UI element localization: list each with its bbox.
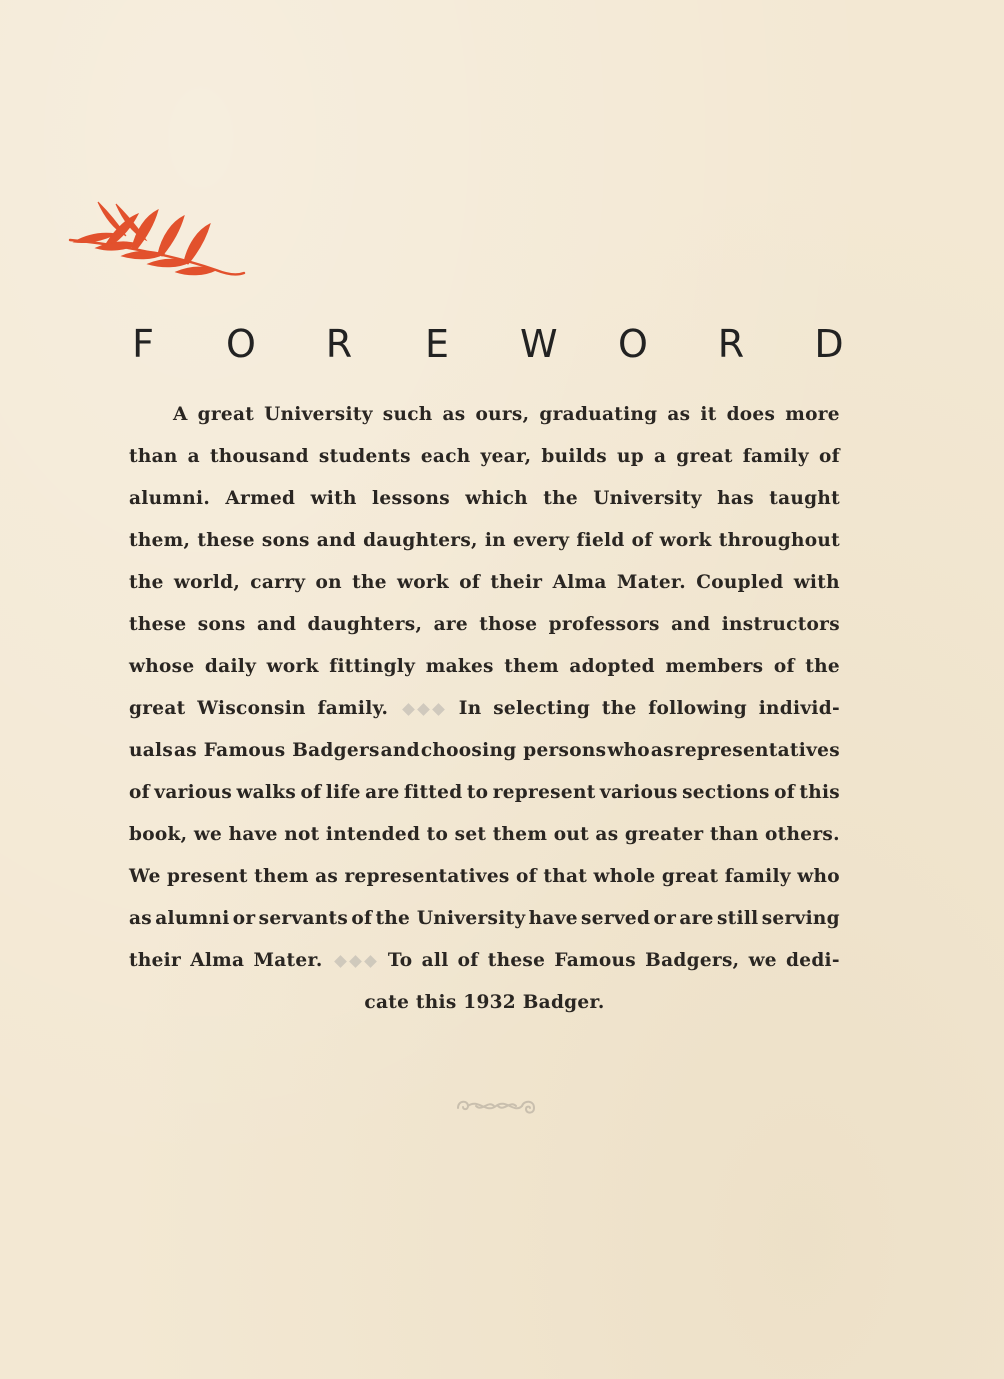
title-letter: O: [618, 322, 648, 366]
word: as: [442, 404, 466, 425]
word: sons: [197, 614, 246, 635]
page-title: [128, 322, 844, 366]
text-line: [129, 520, 840, 562]
title-letter: R: [325, 322, 353, 366]
word: year,: [480, 446, 532, 467]
word: as Famous Badgers: [174, 740, 380, 761]
word: have: [528, 908, 578, 929]
word: the: [543, 488, 578, 509]
word: graduating: [539, 404, 658, 425]
word: instructors: [721, 614, 840, 635]
word: We: [129, 866, 161, 887]
word: following: [648, 698, 747, 719]
word: alumni.: [129, 488, 211, 509]
word: has: [717, 488, 754, 509]
word: these: [487, 950, 546, 971]
text-line: [129, 898, 840, 940]
word: To: [387, 950, 413, 971]
word: the: [601, 698, 637, 719]
word: which: [465, 488, 528, 509]
word: their: [490, 572, 543, 593]
word: Wisconsin: [197, 698, 306, 719]
word: and: [671, 614, 711, 635]
text-line: [129, 814, 840, 856]
word: world,: [173, 572, 241, 593]
word: them: [254, 866, 309, 887]
word: as: [315, 866, 339, 887]
word: are: [679, 908, 714, 929]
word: Mater.: [616, 572, 686, 593]
word: sons: [261, 530, 310, 551]
word: choosing persons: [420, 740, 607, 761]
word: In: [458, 698, 482, 719]
word: of: [129, 782, 150, 803]
word: a: [654, 446, 667, 467]
word: of: [773, 656, 795, 677]
word: it: [700, 404, 717, 425]
word: work: [266, 656, 319, 677]
word: representatives: [674, 740, 840, 761]
word: Famous: [554, 950, 637, 971]
word: served: [581, 908, 651, 929]
word: of: [300, 782, 322, 803]
word: to: [466, 782, 489, 803]
word: family.: [317, 698, 389, 719]
word: as: [595, 824, 619, 845]
text-line: [129, 856, 840, 898]
word: as: [129, 908, 153, 929]
word: daily: [204, 656, 257, 677]
word: great: [676, 446, 733, 467]
word: great: [661, 866, 719, 887]
word: this: [799, 782, 840, 803]
word: professors: [548, 614, 660, 635]
diamond-ornament-icon: [404, 688, 443, 730]
word: taught: [769, 488, 840, 509]
word: carry: [250, 572, 306, 593]
word: of: [457, 950, 479, 971]
word: representatives: [344, 866, 510, 887]
text-line: [129, 478, 840, 520]
laurel-branch-icon: [66, 200, 248, 282]
word: with: [310, 488, 357, 509]
word: every: [513, 530, 570, 551]
text-line: [129, 394, 840, 436]
word: to: [426, 824, 449, 845]
word: up: [617, 446, 644, 467]
text-line: [129, 436, 840, 478]
word: makes: [425, 656, 494, 677]
word: uals: [129, 740, 174, 761]
word: individ-: [758, 698, 840, 719]
word: as: [650, 740, 674, 761]
word: their: [129, 950, 182, 971]
word: Alma: [190, 950, 245, 971]
word: walks: [236, 782, 297, 803]
word: them,: [129, 530, 191, 551]
word: the University: [375, 908, 526, 929]
word: and: [316, 530, 357, 551]
word: of: [459, 572, 481, 593]
word: field: [576, 530, 625, 551]
word: cate this 1932 Badger.: [364, 992, 605, 1013]
word: daughters,: [307, 614, 423, 635]
word: life: [325, 782, 361, 803]
foreword-body: [129, 394, 840, 1024]
title-letter: F: [132, 322, 154, 366]
word: others.: [765, 824, 840, 845]
word: present: [167, 866, 248, 887]
word: as: [667, 404, 691, 425]
word: we: [748, 950, 777, 971]
word: Alma: [552, 572, 607, 593]
word: of: [516, 866, 537, 887]
word: Mater.: [253, 950, 323, 971]
word: great: [197, 404, 255, 425]
word: the: [129, 572, 164, 593]
word: Coupled: [696, 572, 784, 593]
word: University: [593, 488, 702, 509]
word: alumni: [155, 908, 230, 929]
title-letter: O: [226, 322, 256, 366]
word: Badgers,: [645, 950, 740, 971]
word: them: [504, 656, 559, 677]
word: dedi-: [786, 950, 840, 971]
word: these: [197, 530, 255, 551]
word: than: [709, 824, 759, 845]
word: lessons: [372, 488, 450, 509]
word: University: [264, 404, 373, 425]
text-line: [129, 688, 840, 730]
word: on: [315, 572, 342, 593]
word: various: [599, 782, 678, 803]
word: work: [659, 530, 712, 551]
word: and: [256, 614, 297, 635]
word: and: [380, 740, 420, 761]
word: ours,: [475, 404, 530, 425]
word: various: [154, 782, 233, 803]
title-letter: E: [424, 322, 449, 366]
word: does: [726, 404, 776, 425]
word: greater: [624, 824, 704, 845]
word: not: [284, 824, 320, 845]
word: more: [785, 404, 840, 425]
text-line: [129, 562, 840, 604]
word: book,: [129, 824, 188, 845]
text-line: [129, 730, 840, 772]
word: are: [365, 782, 400, 803]
word: a: [187, 446, 200, 467]
text-line: [129, 982, 840, 1024]
word: we: [193, 824, 223, 845]
word: students: [318, 446, 411, 467]
title-letter: W: [520, 322, 558, 366]
word: are: [433, 614, 468, 635]
word: builds: [541, 446, 607, 467]
text-line: [129, 772, 840, 814]
text-line: [129, 646, 840, 688]
word: have: [228, 824, 278, 845]
word: or: [653, 908, 677, 929]
word: adopted: [569, 656, 655, 677]
word: servants: [258, 908, 349, 929]
word: such: [382, 404, 433, 425]
word: represent: [492, 782, 596, 803]
word: in: [484, 530, 506, 551]
word: the: [352, 572, 387, 593]
diamond-ornament-icon: [336, 940, 375, 982]
word: still: [716, 908, 759, 929]
word: with: [793, 572, 840, 593]
word: who: [797, 866, 840, 887]
word: out: [553, 824, 589, 845]
word: sections: [682, 782, 770, 803]
word: them: [492, 824, 548, 845]
text-line: [129, 940, 840, 982]
word: selecting: [493, 698, 591, 719]
word: of: [774, 782, 795, 803]
word: daughters,: [363, 530, 478, 551]
title-letter: R: [717, 322, 745, 366]
word: throughout: [718, 530, 840, 551]
word: the: [805, 656, 840, 677]
word: fittingly: [329, 656, 416, 677]
word: of: [818, 446, 840, 467]
word: whole: [593, 866, 656, 887]
word: who: [607, 740, 650, 761]
word: serving: [761, 908, 840, 929]
word: family: [742, 446, 809, 467]
word: intended: [325, 824, 421, 845]
word: each: [420, 446, 471, 467]
word: of: [631, 530, 653, 551]
scroll-flourish-icon: [452, 1094, 538, 1120]
text-line: [129, 604, 840, 646]
word: set: [454, 824, 487, 845]
word: members: [665, 656, 764, 677]
word: whose: [129, 656, 195, 677]
word: family: [724, 866, 791, 887]
word: all: [421, 950, 449, 971]
word: fitted: [403, 782, 463, 803]
title-letter: D: [814, 322, 844, 366]
word: of: [351, 908, 373, 929]
word: A: [173, 404, 188, 425]
word: work: [396, 572, 449, 593]
word: or: [232, 908, 256, 929]
word: that: [543, 866, 588, 887]
word: great: [129, 698, 186, 719]
word: Armed: [225, 488, 296, 509]
word: than: [129, 446, 178, 467]
word: thousand: [209, 446, 309, 467]
word: those: [479, 614, 538, 635]
word: these: [129, 614, 187, 635]
